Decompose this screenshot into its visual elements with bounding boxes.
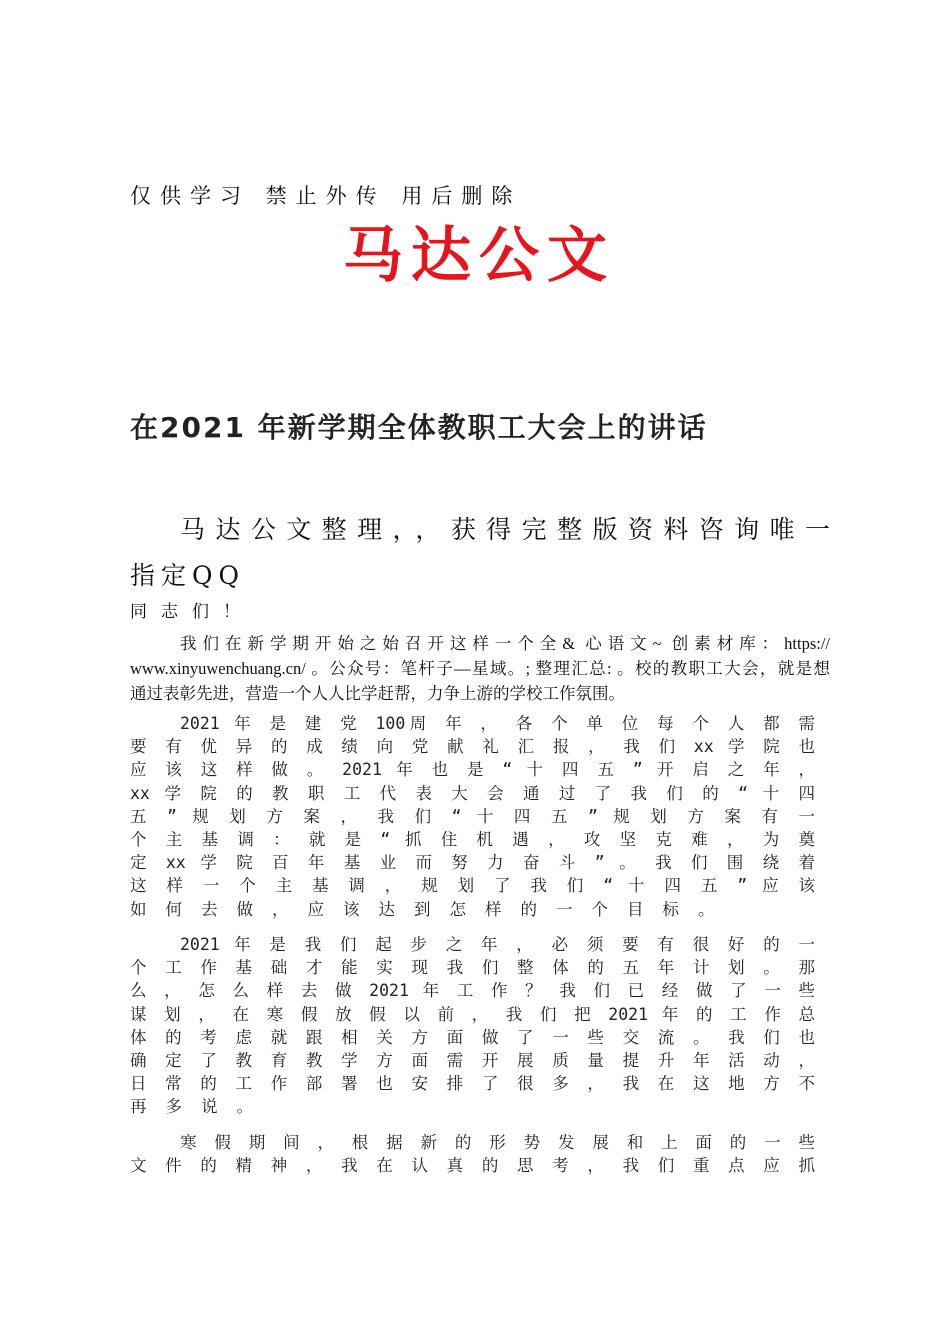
paragraph-2-line: 如何去做，应该达到怎样的一个目标。 xyxy=(130,899,734,919)
paragraph-3-line: 确 定 了 教 育 教 学 方 面 需 开 展 质 量 提 升 年 活 动 ， xyxy=(130,1051,815,1071)
lead-line-2: 指定QQ xyxy=(130,561,245,590)
lead-paragraph xyxy=(130,507,830,599)
paragraph-3-line: 谋 划 ， 在 寒 假 放 假 以 前 ， 我 们 把 2021 年 的 工 作 总 xyxy=(130,1004,815,1024)
paragraph-2-line: 2021 年 是 建 党 100周 年 ， 各 个 单 位 每 个 人 都 需 xyxy=(180,714,815,733)
paragraph-3 xyxy=(130,933,815,1119)
paragraph-2-line: 应 该 这 样 做 。 2021 年 也 是 “ 十 四 五 ” 开 启 之 年 ， xyxy=(130,760,815,780)
paragraph-4-line: 文 件 的 精 神 ， 我 在 认 真 的 思 考 ， 我 们 重 点 应 抓 xyxy=(130,1156,815,1176)
paragraph-1-line: 我们在新学期开始之始召开这样一个全& 心语文~ 创素材库：https:// xyxy=(180,634,830,653)
paragraph-2-line: 要 有 优 异 的 成 绩 向 党 献 礼 汇 报 ， 我 们 xx 学 院 也 xyxy=(130,737,815,757)
paragraph-2-line: 五 ” 规 划 方 案 ， 我 们 “ 十 四 五 ” 规 划 方 案 有 一 xyxy=(130,806,815,826)
paragraph-4 xyxy=(130,1131,815,1177)
paragraph-2 xyxy=(130,712,815,921)
paragraph-1-line: 通过表彰先进，营造一个人人比学赶帮，力争上游的学校工作氛围。 xyxy=(130,684,625,703)
paragraph-2-line: 这 样 一 个 主 基 调 ， 规 划 了 我 们 “ 十 四 五 ” 应 该 xyxy=(130,876,815,896)
paragraph-1 xyxy=(130,631,830,706)
salutation: 同志们！ xyxy=(130,602,254,622)
paragraph-3-line: 2021 年 是 我 们 起 步 之 年 ， 必 须 要 有 很 好 的 一 xyxy=(180,935,815,954)
paragraph-3-line: 日 常 的 工 作 部 署 也 安 排 了 很 多 ， 我 在 这 地 方 不 xyxy=(130,1074,815,1094)
paragraph-3-line: 么 ， 怎 么 样 去 做 2021 年 工 作 ？ 我 们 已 经 做 了 一 些 xyxy=(130,981,815,1001)
document-title: 在2021 年新学期全体教职工大会上的讲话 xyxy=(130,411,708,444)
paragraph-3-line: 体 的 考 虑 就 跟 相 关 方 面 做 了 一 些 交 流 。 我 们 也 xyxy=(130,1027,815,1047)
paragraph-2-line: 个 主 基 调 ： 就 是 “ 抓 住 机 遇 ， 攻 坚 克 难 ， 为 奠 xyxy=(130,830,815,850)
paragraph-2-line: xx 学 院 的 教 职 工 代 表 大 会 通 过 了 我 们 的 “ 十 四 xyxy=(130,783,815,803)
paragraph-1-line: www.xinyuwenchuang.cn/ 。公众号：笔杆子—星域。; 整理汇总: 。校的教职工大会，就是想 xyxy=(130,659,830,678)
paragraph-4-line: 寒 假 期 间 ， 根 据 新 的 形 势 发 展 和 上 面 的 一 些 xyxy=(180,1133,815,1152)
brand-logo-text: 马达公文 xyxy=(343,221,615,291)
lead-line-1: 马达公文整理，，获得完整版资料咨询唯一 xyxy=(180,515,830,544)
paragraph-3-line: 再多说。 xyxy=(130,1097,272,1117)
paragraph-3-line: 个 工 作 基 础 才 能 实 现 我 们 整 体 的 五 年 计 划 。 那 xyxy=(130,958,815,978)
usage-notice: 仅供学习 禁止外传 用后删除 xyxy=(130,184,522,208)
paragraph-2-line: 定 xx 学 院 百 年 基 业 而 努 力 奋 斗 ” 。 我 们 围 绕 着 xyxy=(130,853,815,873)
